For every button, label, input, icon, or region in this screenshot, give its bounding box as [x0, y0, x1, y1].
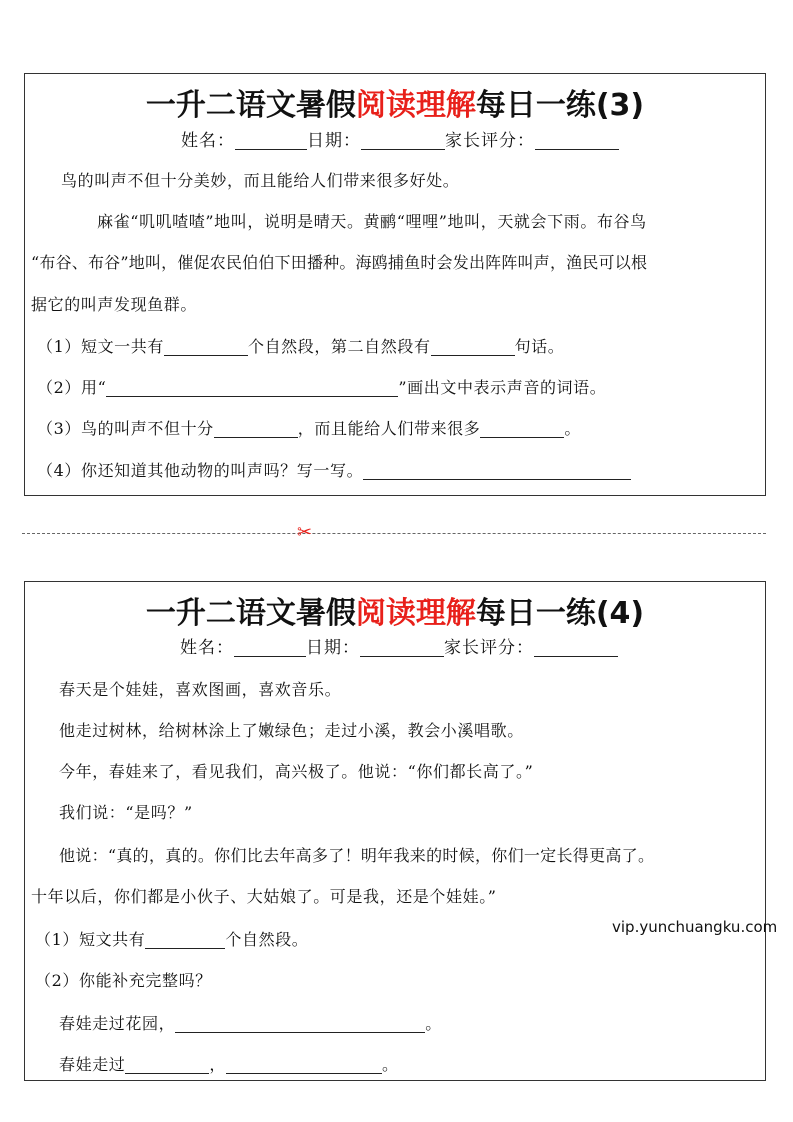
name-field[interactable]	[234, 638, 306, 657]
score-label: 家长评分：	[445, 131, 535, 151]
answer-blank[interactable]	[106, 378, 398, 397]
passage-line: 据它的叫声发现鱼群。	[31, 295, 198, 314]
passage-line: 麻雀“叽叽喳喳”地叫，说明是晴天。黄鹂“哩哩”地叫，天就会下雨。布谷鸟	[97, 212, 647, 231]
date-field[interactable]	[360, 638, 444, 657]
title-highlight: 阅读理解	[355, 88, 476, 123]
cut-line	[22, 533, 766, 534]
exercise-title	[25, 588, 765, 632]
exercise-card-3	[24, 73, 766, 496]
fill-line-1: 春娃走过花园， 。	[59, 1014, 442, 1033]
answer-blank[interactable]	[145, 930, 225, 949]
question-3: （3）鸟的叫声不但十分 ，而且能给人们带来很多 。	[37, 419, 581, 438]
title-part: 一升二语文暑假	[145, 88, 356, 123]
question-1: （1）短文一共有 个自然段，第二自然段有 句话。	[37, 337, 565, 356]
score-field[interactable]	[535, 131, 619, 150]
answer-blank[interactable]	[480, 419, 564, 438]
title-part: 每日一练(4)	[475, 596, 645, 631]
question-4: （4）你还知道其他动物的叫声吗？写一写。	[37, 458, 631, 481]
score-label: 家长评分：	[444, 638, 534, 658]
name-label: 姓名：	[180, 638, 234, 658]
question-1: （1）短文共有 个自然段。	[35, 930, 309, 949]
title-part: 每日一练(3)	[475, 88, 645, 123]
answer-blank[interactable]	[125, 1055, 209, 1074]
exercise-card-4	[24, 581, 766, 1081]
date-label: 日期：	[306, 638, 360, 658]
score-field[interactable]	[534, 638, 618, 657]
info-row	[35, 126, 765, 151]
answer-blank[interactable]	[363, 461, 631, 480]
date-field[interactable]	[361, 131, 445, 150]
passage-line: 今年，春娃来了，看见我们，高兴极了。他说：“你们都长高了。”	[59, 762, 534, 781]
passage-line: 春天是个娃娃，喜欢图画，喜欢音乐。	[59, 680, 342, 699]
name-label: 姓名：	[181, 131, 235, 151]
passage-line: 他说：“真的，真的。你们比去年高多了！明年我来的时候，你们一定长得更高了。	[59, 846, 655, 865]
exercise-title	[25, 80, 765, 124]
answer-blank[interactable]	[164, 337, 248, 356]
fill-line-2: 春娃走过 ， 。	[59, 1055, 399, 1074]
watermark: vip.yunchuangku.com	[612, 918, 778, 936]
question-2: （2）用“ ”画出文中表示声音的词语。	[37, 378, 607, 397]
name-field[interactable]	[235, 131, 307, 150]
date-label: 日期：	[307, 131, 361, 151]
answer-blank[interactable]	[214, 419, 298, 438]
title-highlight: 阅读理解	[355, 596, 476, 631]
passage-line: 他走过树林，给树林涂上了嫩绿色；走过小溪，教会小溪唱歌。	[59, 721, 524, 740]
answer-blank[interactable]	[226, 1055, 382, 1074]
scissors-icon: ✂	[297, 522, 313, 543]
title-part: 一升二语文暑假	[145, 596, 356, 631]
passage-line: 鸟的叫声不但十分美妙，而且能给人们带来很多好处。	[61, 171, 460, 190]
answer-blank[interactable]	[175, 1014, 425, 1033]
passage-line: “布谷、布谷”地叫，催促农民伯伯下田播种。海鸥捕鱼时会发出阵阵叫声，渔民可以根	[31, 253, 648, 272]
passage-line: 十年以后，你们都是小伙子、大姑娘了。可是我，还是个娃娃。”	[31, 887, 497, 906]
info-row	[33, 633, 765, 658]
answer-blank[interactable]	[431, 337, 515, 356]
question-2: （2）你能补充完整吗？	[35, 971, 212, 990]
passage-line: 我们说：“是吗？”	[59, 803, 193, 822]
